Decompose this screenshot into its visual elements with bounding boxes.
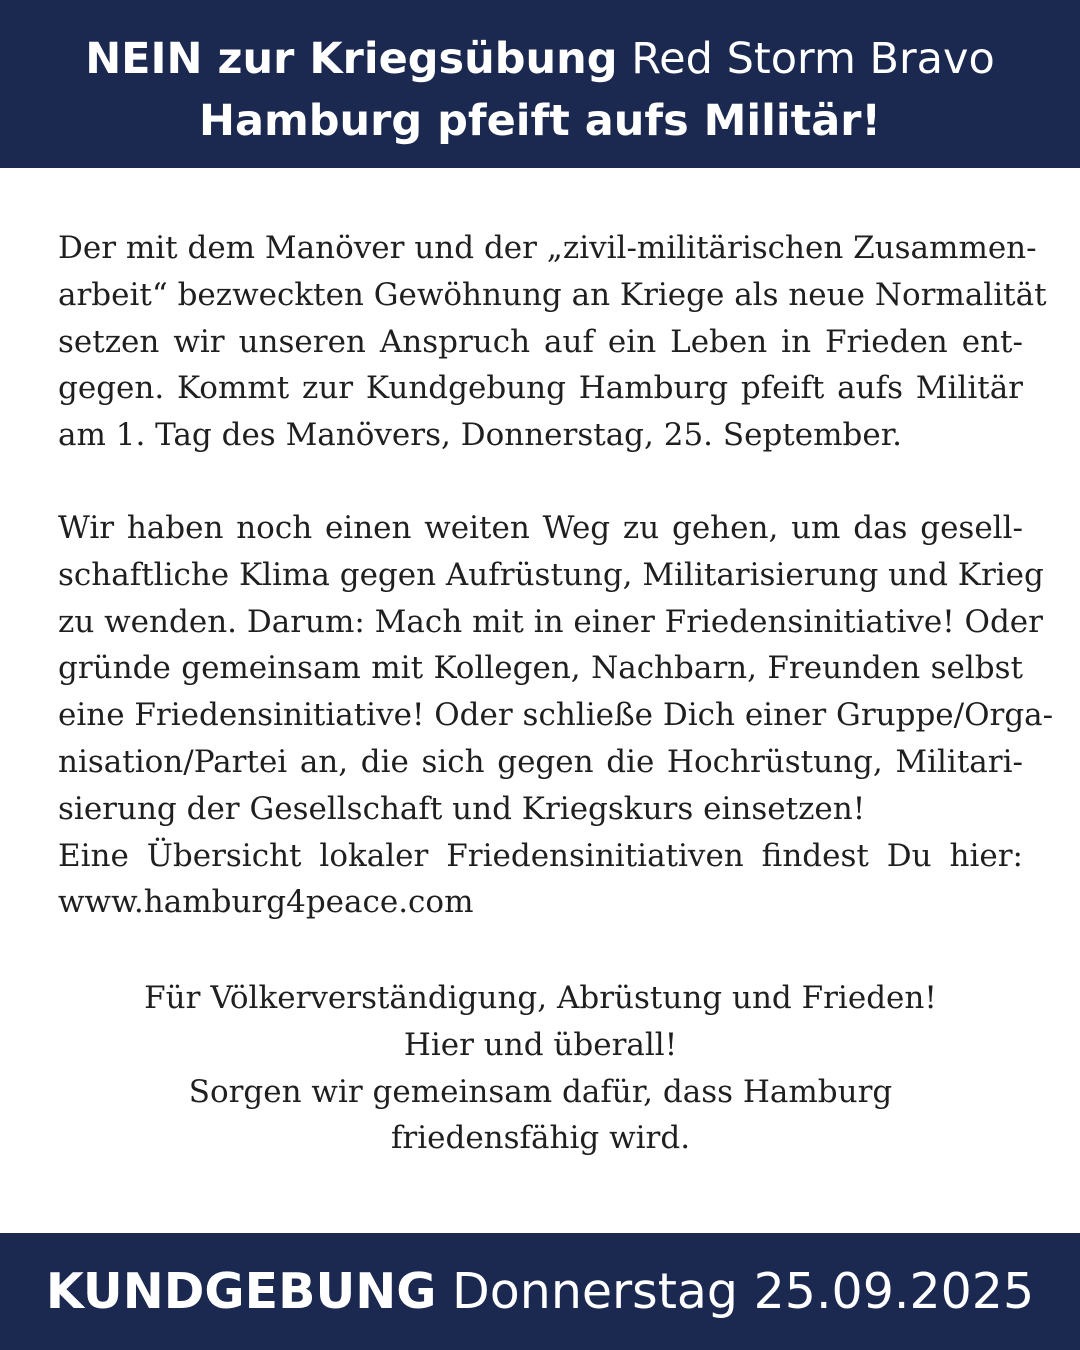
header-banner bbox=[0, 0, 1080, 168]
closing-line: Für Völkerverständigung, Abrüstung und Frieden! bbox=[144, 980, 937, 1016]
footer-event-date: Donnerstag 25.09.2025 bbox=[452, 1263, 1035, 1320]
paragraph-2-line: gründe gemeinsam mit Kollegen, Nachbarn, Freunden selbst bbox=[58, 650, 1023, 687]
header-title-light: Red Storm Bravo bbox=[631, 34, 995, 84]
header-title-bold: NEIN zur Kriegsübung bbox=[85, 34, 618, 84]
paragraph-2-line: schaftliche Klima gegen Aufrüstung, Militarisierung und Krieg bbox=[58, 556, 1044, 593]
paragraph-2-line: sierung der Gesellschaft und Kriegskurs einsetzen! bbox=[58, 790, 866, 827]
footer-banner bbox=[0, 1233, 1080, 1350]
closing-line: friedensfähig wird. bbox=[390, 1120, 691, 1157]
website-link[interactable]: www.hamburg4peace.com bbox=[58, 884, 474, 921]
paragraph-2-line: nisation/Partei an, die sich gegen die Hochrüstung, Militari- bbox=[58, 743, 1023, 780]
paragraph-1-line: Der mit dem Manöver und der „zivil-militärischen Zusammen- bbox=[58, 230, 1037, 266]
paragraph-2 bbox=[58, 505, 1054, 926]
paragraph-1-line: gegen. Kommt zur Kundgebung Hamburg pfeift aufs Militär bbox=[58, 370, 1023, 407]
paragraph-2-line: Wir haben noch einen weiten Weg zu gehen, um das gesell- bbox=[58, 509, 1023, 546]
closing-statement bbox=[58, 975, 1023, 1162]
paragraph-2-line: Eine Übersicht lokaler Friedensinitiativen findest Du hier: bbox=[58, 837, 1023, 874]
closing-line: Hier und überall! bbox=[403, 1026, 678, 1063]
closing-line: Sorgen wir gemeinsam dafür, dass Hamburg bbox=[188, 1073, 893, 1110]
paragraph-1-line: am 1. Tag des Manövers, Donnerstag, 25. September. bbox=[58, 417, 902, 454]
paragraph-2-line: zu wenden. Darum: Mach mit in einer Friedensinitiative! Oder bbox=[58, 603, 1043, 640]
footer-event-label: KUNDGEBUNG bbox=[45, 1263, 437, 1320]
body-text bbox=[58, 225, 1054, 926]
header-line-1 bbox=[0, 28, 1080, 90]
paragraph-2-line: eine Friedensinitiative! Oder schließe Dich einer Gruppe/Orga- bbox=[58, 697, 1054, 734]
paragraph-1-line: setzen wir unseren Anspruch auf ein Leben in Frieden ent- bbox=[58, 323, 1023, 360]
paragraph-1 bbox=[58, 225, 1047, 459]
header-line-2 bbox=[0, 90, 1080, 152]
header-subtitle: Hamburg pfeift aufs Militär! bbox=[198, 96, 882, 146]
paragraph-1-line: arbeit“ bezweckten Gewöhnung an Kriege als neue Normalität bbox=[58, 276, 1047, 313]
